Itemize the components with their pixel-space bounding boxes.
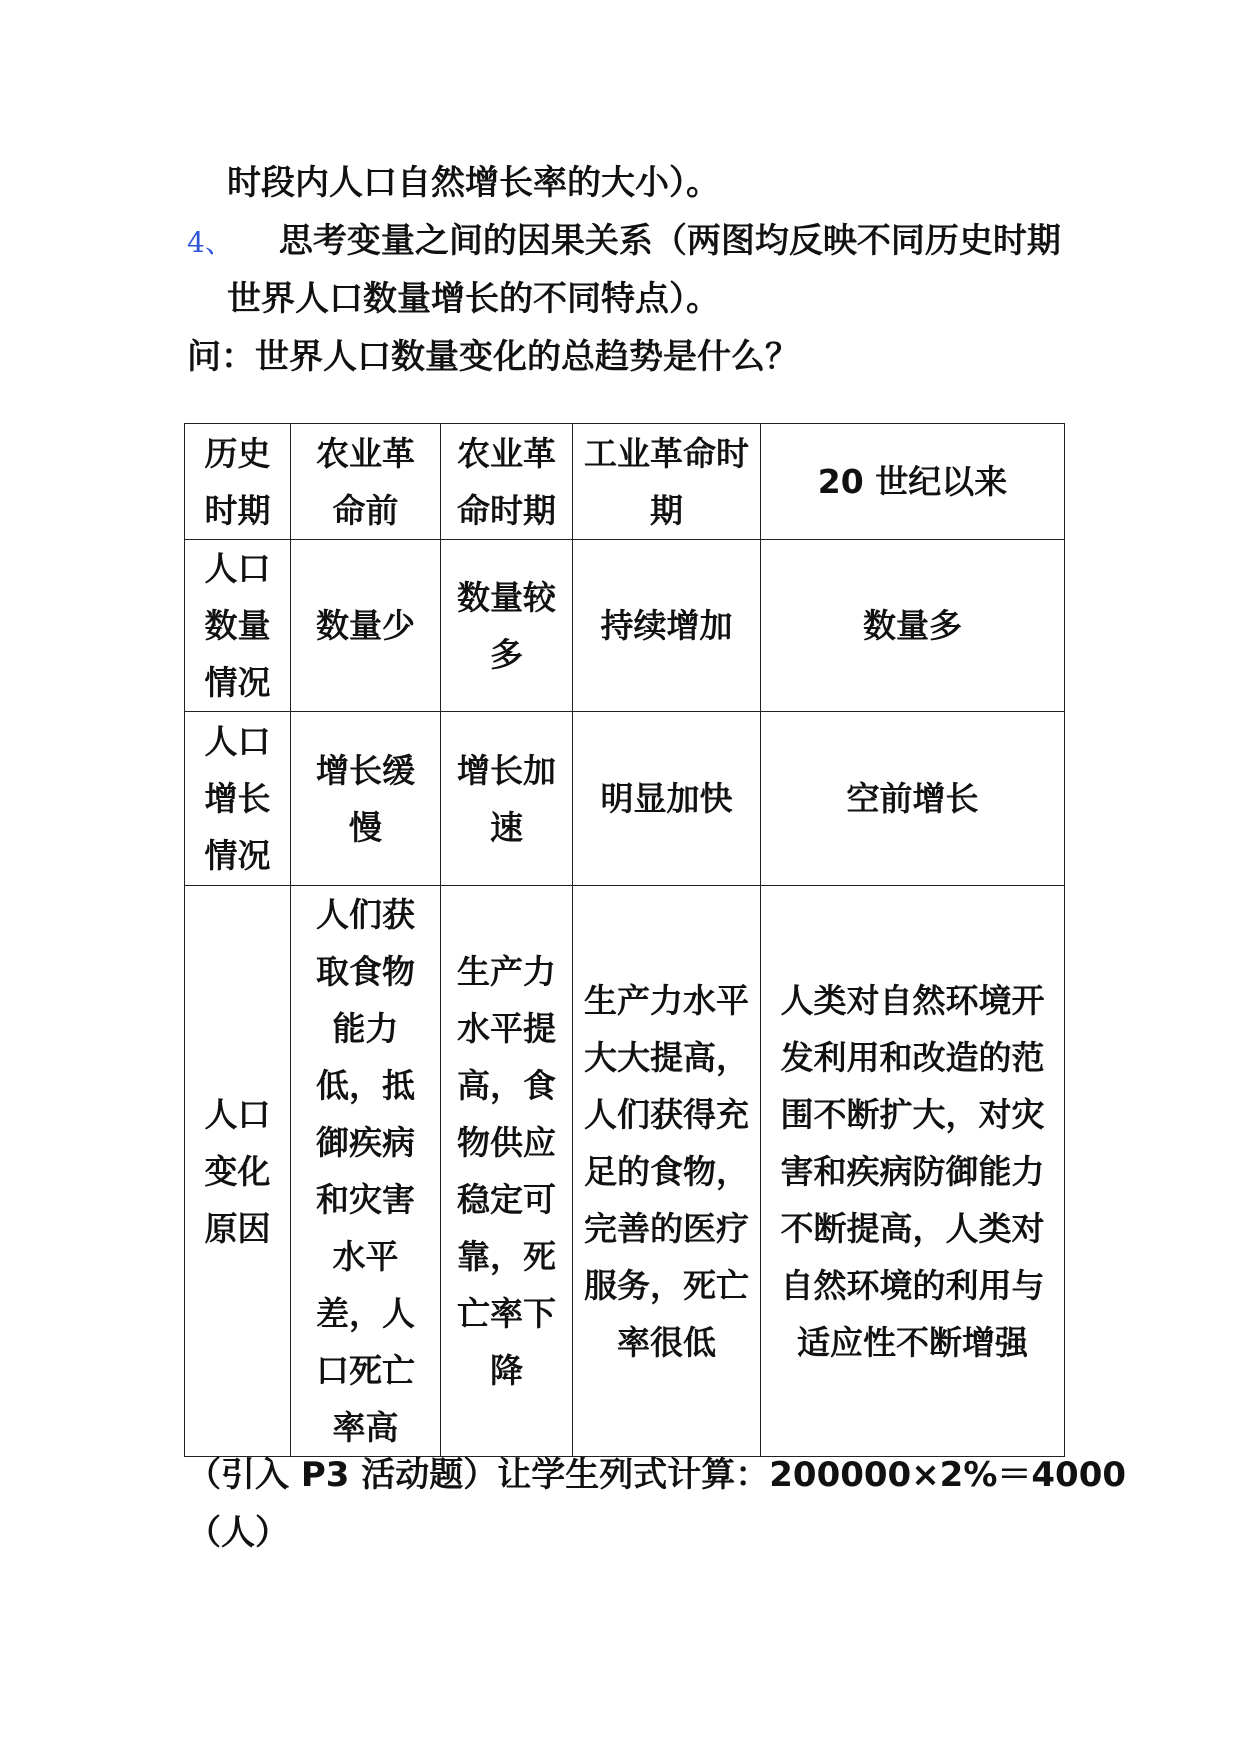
header-cell: 历史时期 [185, 424, 291, 540]
row-header-cell: 人口增长情况 [185, 712, 291, 886]
table-cell: 数量多 [761, 540, 1065, 712]
table-cell: 生产力水平大大提高，人们获得充足的食物，完善的医疗服务，死亡率很低 [573, 886, 761, 1457]
text-line-1: 时段内人口自然增长率的大小）。 [227, 163, 720, 203]
header-cell: 工业革命时期 [573, 424, 761, 540]
row-header-cell: 人口变化原因 [185, 886, 291, 1457]
list-item-4 [187, 212, 1061, 272]
table-row [185, 540, 1065, 712]
table-cell: 数量较多 [441, 540, 573, 712]
population-history-table [184, 423, 1065, 1457]
list-item-text: 思考变量之间的因果关系（两图均反映不同历史时期 [278, 221, 1061, 261]
header-cell: 农业革命时期 [441, 424, 573, 540]
table-cell: 数量少 [291, 540, 441, 712]
table-cell: 人类对自然环境开发利用和改造的范围不断扩大，对灾害和疾病防御能力不断提高，人类对自然环境的利用与适应性不断增强 [761, 886, 1065, 1457]
list-number: 4、 [187, 226, 233, 259]
text-line-6: （人） [187, 1513, 289, 1553]
header-cell: 20 世纪以来 [761, 424, 1065, 540]
text-line-5: （引入 P3 活动题）让学生列式计算：200000×2%＝4000 [187, 1455, 1127, 1495]
header-cell: 农业革命前 [291, 424, 441, 540]
table-cell: 人们获取食物能力低，抵御疾病和灾害水平差，人口死亡率高 [291, 886, 441, 1457]
text-line-3: 世界人口数量增长的不同特点）。 [227, 279, 720, 319]
table-cell: 增长加速 [441, 712, 573, 886]
row-header-cell: 人口数量情况 [185, 540, 291, 712]
table-cell: 明显加快 [573, 712, 761, 886]
table-row [185, 712, 1065, 886]
table-cell: 生产力水平提高，食物供应稳定可靠，死亡率下降 [441, 886, 573, 1457]
table-cell: 增长缓慢 [291, 712, 441, 886]
table-row [185, 886, 1065, 1457]
table-cell: 空前增长 [761, 712, 1065, 886]
table-header-row [185, 424, 1065, 540]
table-cell: 持续增加 [573, 540, 761, 712]
question-line: 问：世界人口数量变化的总趋势是什么？ [187, 337, 799, 377]
